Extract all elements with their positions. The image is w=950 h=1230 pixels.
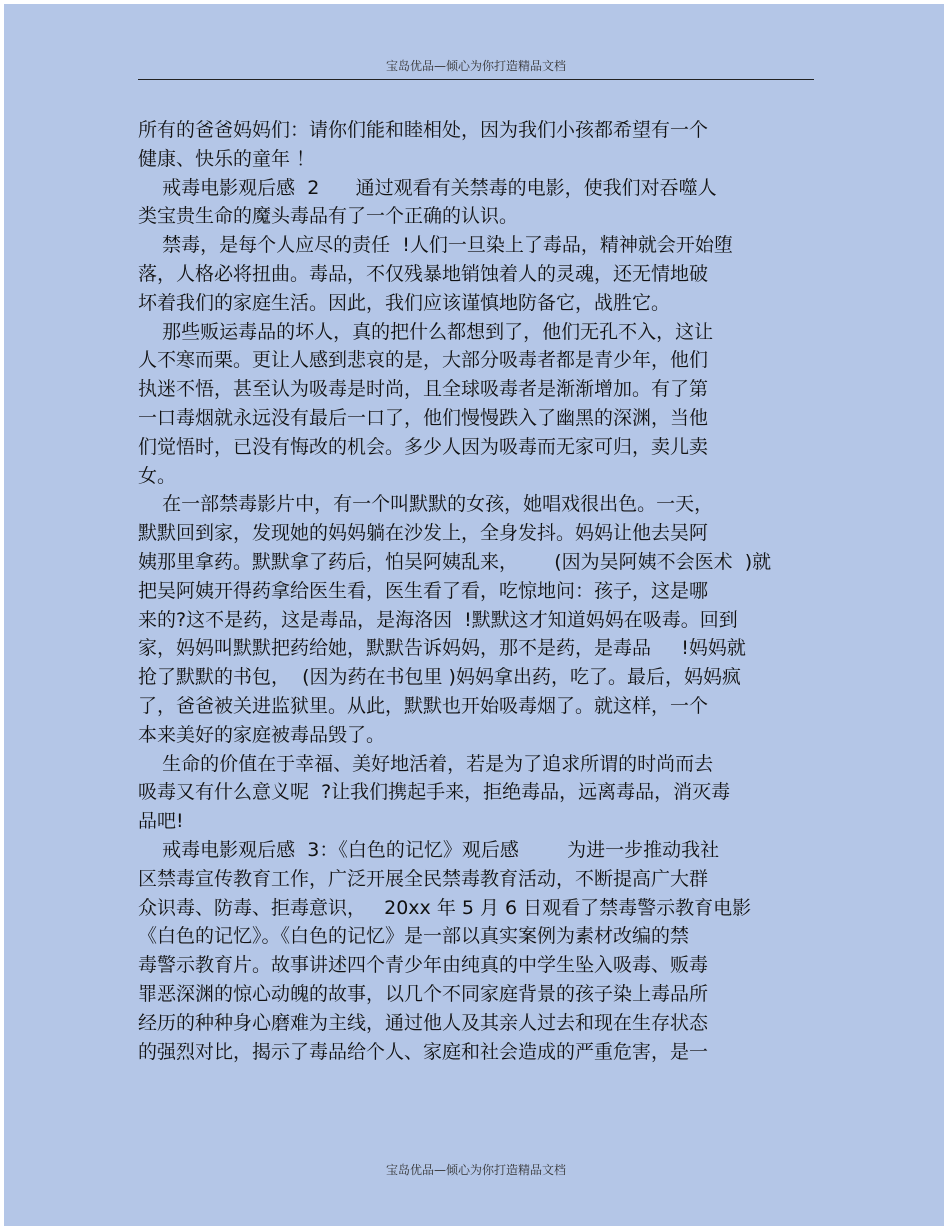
text-line: 众识毒、防毒、拒毒意识， 20xx 年 5 月 6 日观看了禁毒警示教育电影	[138, 896, 752, 919]
text-line: 抢了默默的书包， (因为药在书包里 )妈妈拿出药，吃了。最后，妈妈疯	[138, 666, 741, 689]
text-line: 在一部禁毒影片中，有一个叫默默的女孩，她唱戏很出色。一天，	[138, 493, 714, 516]
text-line: 执迷不悟，甚至认为吸毒是时尚，且全球吸毒者是渐渐增加。有了第	[138, 378, 709, 401]
text-line: 健康、快乐的童年 ！	[138, 147, 316, 170]
text-line: 毒警示教育片。故事讲述四个青少年由纯真的中学生坠入吸毒、贩毒	[138, 954, 709, 977]
text-line: 家，妈妈叫默默把药给她，默默告诉妈妈，那不是药，是毒品 !妈妈就	[138, 637, 746, 660]
text-line: 生命的价值在于幸福、美好地活着，若是为了追求所谓的时尚而去	[138, 752, 714, 775]
header-divider	[138, 79, 814, 80]
text-line: 一口毒烟就永远没有最后一口了，他们慢慢跌入了幽黑的深渊，当他	[138, 406, 709, 429]
text-line: 本来美好的家庭被毒品毁了。	[138, 723, 386, 746]
page-footer: 宝岛优品—倾心为你打造精品文档	[385, 1163, 566, 1177]
text-line: 那些贩运毒品的坏人，真的把什么都想到了，他们无孔不入，这让	[138, 320, 714, 343]
text-line: 姨那里拿药。默默拿了药后，怕吴阿姨乱来， (因为吴阿姨不会医术 )就	[138, 550, 772, 573]
text-line: 女。	[138, 464, 177, 487]
text-line: 吸毒又有什么意义呢 ?让我们携起手来，拒绝毒品，远离毒品，消灭毒	[138, 781, 731, 804]
text-line: 区禁毒宣传教育工作，广泛开展全民禁毒教育活动，不断提高广大群	[138, 867, 709, 890]
text-line: 把吴阿姨开得药拿给医生看，医生看了看，吃惊地问：孩子，这是哪	[138, 579, 709, 602]
text-line: 经历的种种身心磨难为主线，通过他人及其亲人过去和现在生存状态	[138, 1011, 709, 1034]
document-page	[4, 4, 944, 1226]
text-line: 所有的爸爸妈妈们：请你们能和睦相处，因为我们小孩都希望有一个	[138, 119, 709, 141]
page-header: 宝岛优品—倾心为你打造精品文档	[385, 59, 566, 73]
text-line: 了，爸爸被关进监狱里。从此，默默也开始吸毒烟了。就这样，一个	[138, 694, 709, 717]
text-line: 戒毒电影观后感 3：《白色的记忆》观后感 为进一步推动我社	[138, 838, 720, 861]
text-line: 落，人格必将扭曲。毒品，不仅残暴地销蚀着人的灵魂，还无情地破	[138, 262, 709, 285]
text-line: 人不寒而栗。更让人感到悲哀的是，大部分吸毒者都是青少年，他们	[138, 349, 709, 372]
text-line: 戒毒电影观后感 2 通过观看有关禁毒的电影，使我们对吞噬人	[138, 176, 717, 199]
text-line: 类宝贵生命的魔头毒品有了一个正确的认识。	[138, 205, 519, 228]
text-line: 《白色的记忆》。《白色的记忆》是一部以真实案例为素材改编的禁	[138, 925, 690, 948]
text-line: 的强烈对比，揭示了毒品给个人、家庭和社会造成的严重危害，是一	[138, 1040, 709, 1063]
text-line: 坏着我们的家庭生活。因此，我们应该谨慎地防备它，战胜它。	[138, 291, 671, 314]
text-line: 禁毒，是每个人应尽的责任 !人们一旦染上了毒品，精神就会开始堕	[138, 234, 733, 257]
text-line: 来的?这不是药，这是毒品，是海洛因 !默默这才知道妈妈在吸毒。回到	[138, 608, 738, 631]
text-line: 罪恶深渊的惊心动魄的故事，以几个不同家庭背景的孩子染上毒品所	[138, 982, 709, 1005]
text-line: 品吧!	[138, 810, 184, 833]
document-body	[138, 116, 814, 1066]
text-line: 默默回到家，发现她的妈妈躺在沙发上，全身发抖。妈妈让他去吴阿	[138, 522, 709, 545]
text-line: 们觉悟时，已没有悔改的机会。多少人因为吸毒而无家可归，卖儿卖	[138, 435, 709, 458]
